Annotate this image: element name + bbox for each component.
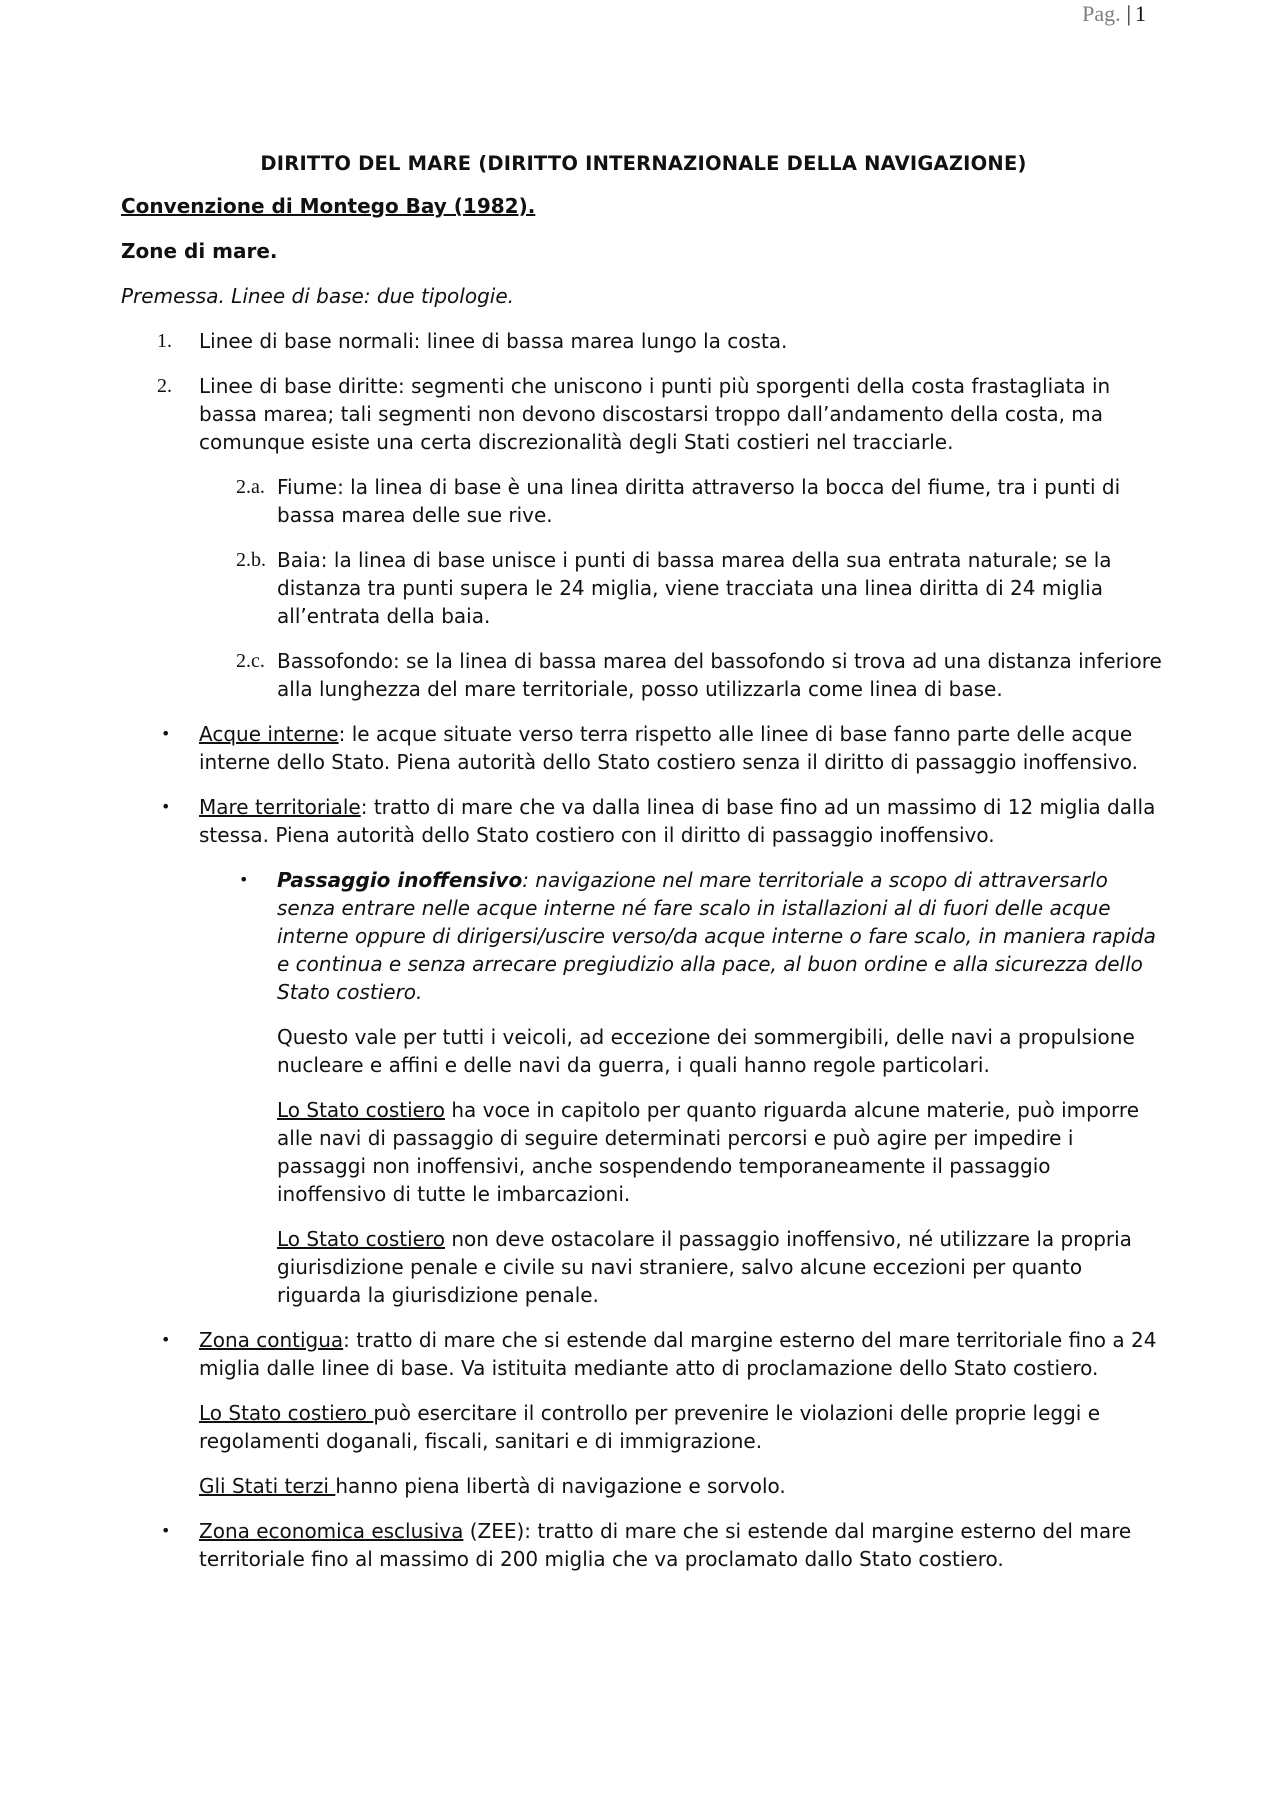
list-item (121, 372, 1166, 456)
sub-list-item (121, 647, 1166, 703)
page-header (1082, 0, 1146, 28)
passaggio-paragraph-1: Questo vale per tutti i veicoli, ad eccezione dei sommergibili, delle navi a propulsione nucleare e affini e delle navi da guerra, i quali hanno regole particolari. (277, 1025, 1135, 1077)
convention-heading: Convenzione di Montego Bay (1982). (121, 194, 536, 218)
page-label: Pag. (1082, 1, 1121, 26)
definition-text: : le acque situate verso terra rispetto alle linee di base fanno parte delle acque interne dello Stato. Piena autorità dello Stato costiero senza il diritto di passaggio inoffensivo. (199, 722, 1138, 774)
paragraph-text: può esercitare il controllo per prevenire le violazioni delle proprie leggi e regolamenti doganali, fiscali, sanitari e di immigrazione. (199, 1401, 1100, 1453)
passaggio-paragraph-3 (121, 1225, 1166, 1309)
page-number: 1 (1135, 1, 1146, 26)
definition-text: : tratto di mare che si estende dal margine esterno del mare territoriale fino a 24 miglia dalle linee di base. Va istituita mediante atto di proclamazione dello Stato costiero. (199, 1328, 1157, 1380)
term-mare-territoriale: Mare territoriale (199, 795, 361, 819)
sub-list-item (121, 546, 1166, 630)
list-marker: 1. (157, 330, 172, 352)
term-zona-economica-esclusiva: Zona economica esclusiva (199, 1519, 464, 1543)
list-item (121, 327, 1166, 355)
list-item-text: Baia: la linea di base unisce i punti di bassa marea della sua entrata naturale; se la distanza tra punti supera le 24 miglia, viene tracciata una linea diritta di 24 miglia all’entrata della baia. (277, 548, 1112, 628)
list-marker: 2. (157, 375, 172, 397)
term-acque-interne: Acque interne (199, 722, 339, 746)
paragraph-text: hanno piena libertà di navigazione e sorvolo. (335, 1474, 786, 1498)
term-zona-contigua: Zona contigua (199, 1328, 344, 1352)
bullet-icon: • (161, 1521, 171, 1540)
paragraph-text: non deve ostacolare il passaggio inoffensivo, né utilizzare la propria giurisdizione penale e civile su navi straniere, salvo alcune eccezioni per quanto riguarda la giurisdizione penale. (277, 1227, 1132, 1307)
zona-contigua-paragraph-2 (121, 1472, 1166, 1500)
zones-heading: Zone di mare. (121, 239, 278, 263)
list-marker: 2.b. (236, 549, 266, 571)
document-title: DIRITTO DEL MARE (DIRITTO INTERNAZIONALE DELLA NAVIGAZIONE) (260, 152, 1027, 175)
list-item-text: Fiume: la linea di base è una linea diritta attraverso la bocca del fiume, tra i punti di bassa marea delle sue rive. (277, 475, 1121, 527)
definition-text: (ZEE): tratto di mare che si estende dal margine esterno del mare territoriale fino al massimo di 200 miglia che va proclamato dallo Stato costiero. (199, 1519, 1132, 1571)
list-item-text: Linee di base normali: linee di bassa marea lungo la costa. (199, 329, 788, 353)
definition-text: : tratto di mare che va dalla linea di base fino ad un massimo di 12 miglia dalla stessa. Piena autorità dello Stato costiero con il diritto di passaggio inoffensivo. (199, 795, 1156, 847)
list-marker: 2.a. (236, 476, 265, 498)
bullet-zee (121, 1517, 1166, 1573)
list-item-text: Bassofondo: se la linea di bassa marea del bassofondo si trova ad una distanza inferiore alla lunghezza del mare territoriale, posso utilizzarla come linea di base. (277, 649, 1162, 701)
term-passaggio-inoffensivo: Passaggio inoffensivo (277, 868, 523, 892)
sub-list-item (121, 473, 1166, 529)
bullet-passaggio-inoffensivo (121, 866, 1166, 1006)
page-separator: | (1126, 1, 1131, 26)
passaggio-paragraph-2 (121, 1096, 1166, 1208)
definition-text: : navigazione nel mare territoriale a scopo di attraversarlo senza entrare nelle acque interne né fare scalo in istallazioni al di fuori delle acque interne oppure di dirigersi/uscire verso/da acque interne o fare scalo, in maniera rapida e continua e senza arrecare pregiudizio alla pace, al buon ordine e alla sicurezza dello Stato costiero. (277, 868, 1156, 1004)
bullet-mare-territoriale (121, 793, 1166, 849)
term-stati-terzi: Gli Stati terzi (199, 1474, 336, 1498)
term-stato-costiero: Lo Stato costiero (199, 1401, 374, 1425)
zona-contigua-paragraph-1 (121, 1399, 1166, 1455)
premessa-line: Premessa. Linee di base: due tipologie. (121, 284, 514, 308)
list-marker: 2.c. (236, 650, 265, 672)
term-stato-costiero: Lo Stato costiero (277, 1098, 445, 1122)
document-body (121, 150, 1166, 1590)
list-item-text: Linee di base diritte: segmenti che uniscono i punti più sporgenti della costa frastagliata in bassa marea; tali segmenti non devono discostarsi troppo dall’andamento della costa, ma comunque esiste una certa discrezionalità degli Stati costieri nel tracciarle. (199, 374, 1111, 454)
bullet-acque-interne (121, 720, 1166, 776)
bullet-icon: • (161, 724, 171, 743)
bullet-icon: • (161, 797, 171, 816)
bullet-icon: • (239, 870, 249, 889)
term-stato-costiero: Lo Stato costiero (277, 1227, 445, 1251)
bullet-icon: • (161, 1330, 171, 1349)
paragraph-text: ha voce in capitolo per quanto riguarda alcune materie, può imporre alle navi di passaggio di seguire determinati percorsi e può agire per impedire i passaggi non inoffensivi, anche sospendendo temporaneamente il passaggio inoffensivo di tutte le imbarcazioni. (277, 1098, 1140, 1206)
bullet-zona-contigua (121, 1326, 1166, 1382)
